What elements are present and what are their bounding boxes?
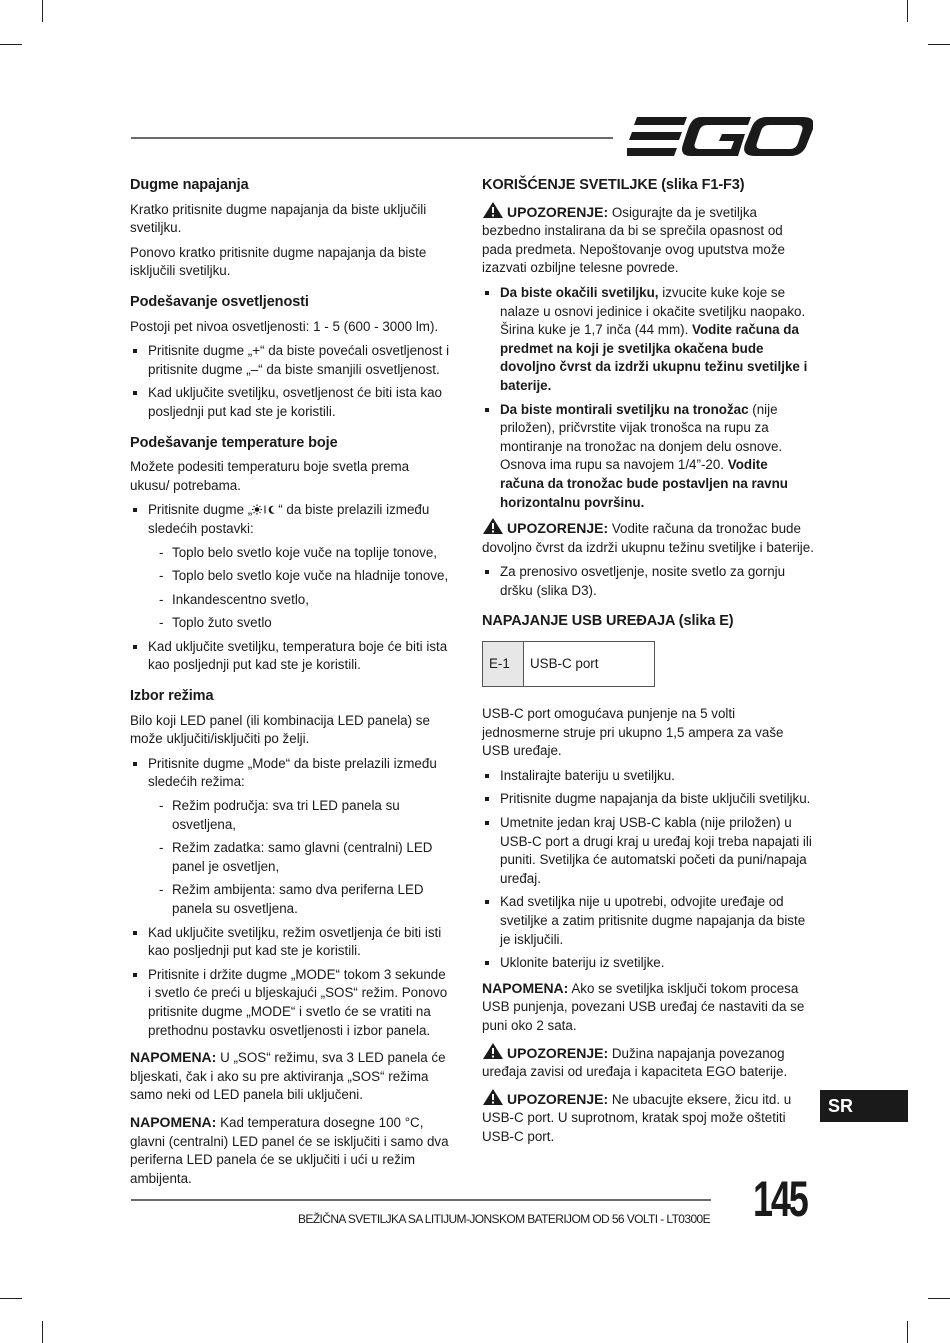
dash-item <box>130 614 450 633</box>
warning-text: Osigurajte da je svetiljka bezbedno instalirana da bi se sprečila opasnost od pada predmeta. Nepoštovanje ovog uputstva može izazvati ozbiljne telesne povrede. <box>482 204 785 276</box>
paragraph: Kratko pritisnite dugme napajanja da biste uključili svetiljku. <box>130 201 427 236</box>
section-title-usb: NAPAJANJE USB UREĐAJA (slika E) <box>482 613 734 630</box>
warning <box>482 517 814 557</box>
bullet-bold-text: Vodite računa da predmet na koji je svetiljka okačena bude dovoljno čvrst da izdrži ukupnu težinu svetiljke i baterije. <box>500 322 808 393</box>
warning <box>482 1088 814 1147</box>
dash-item <box>130 591 450 610</box>
dash-text: Toplo belo svetlo koje vuče na hladnije tonove, <box>172 568 449 584</box>
bullet-item: Kad svetiljka nije u upotrebi, odvojite uređaje od svetiljke a zatim pritisnite dugme napajanja da biste je isključili. <box>482 893 814 949</box>
dash-text: Toplo belo svetlo koje vuče na toplije tonove, <box>172 544 438 560</box>
section-title-power-button: Dugme napajanja <box>130 177 249 193</box>
paragraph: Ponovo kratko pritisnite dugme napajanja da biste isključili svetiljku. <box>130 244 427 279</box>
page-number: 145 <box>753 1171 807 1227</box>
usb-table <box>482 641 655 687</box>
dash-marker: - <box>159 798 164 814</box>
bullet-item: Pritisnite dugme „+“ da biste povećali osvetljenost i pritisnite dugme „–“ da biste smanjili osvetljenost. <box>130 342 450 379</box>
language-tab: SR <box>820 1090 908 1122</box>
bullet-text: “ da biste prelazili između sledećih postavki: <box>148 502 430 536</box>
warning <box>482 1042 814 1082</box>
table-cell-key: E-1 <box>483 642 524 687</box>
crop-mark <box>907 1321 908 1343</box>
warning-icon <box>482 517 504 535</box>
paragraph: USB-C port omogućava punjenje na 5 volti jednosmerne struje pri ukupno 1,5 ampera za vaše USB uređaje. <box>482 706 784 759</box>
color-temperature-icon <box>252 504 278 515</box>
warning-icon <box>482 201 504 219</box>
table-cell-value: USB-C port <box>524 642 655 687</box>
bullet-item: Kad uključite svetiljku, osvetljenost će biti ista kao posljednji put kad ste je koristili. <box>130 384 450 421</box>
bullet-item: Pritisnite i držite dugme „MODE“ tokom 3 sekunde i svetlo će preći u bljeskajući „SOS“ režim. Ponovo pritisnite dugme „MODE“ i svetlo će se vratiti na prethodnu postavku osvetljenosti i izbor panela. <box>130 966 450 1040</box>
section-title-brightness: Podešavanje osvetljenosti <box>130 293 309 310</box>
note-text: U „SOS“ režimu, sva 3 LED panela će bljeskati, čak i ako su pre aktiviranja „SOS“ režima samo neki od LED panela bili uključeni. <box>130 1050 446 1103</box>
dash-marker: - <box>159 615 164 631</box>
bullet-item: Uklonite bateriju iz svetiljke. <box>482 954 814 973</box>
bullet-text: (nije priložen), pričvrstite vijak tronošca na rupu za montiranje na tronožac na donjem delu osnove. Osnova ima rupu sa navojem 1/4”-20. <box>500 401 783 473</box>
note-label: NAPOMENA: <box>130 1113 217 1130</box>
bullet-item <box>482 401 814 513</box>
bullet-bold-text: Vodite računa da tronožac bude postavljen na ravnu horizontalnu površinu. <box>500 457 788 510</box>
dash-marker: - <box>159 591 164 607</box>
dash-item <box>130 881 450 918</box>
note <box>482 979 814 1036</box>
dash-item <box>130 839 450 876</box>
crop-mark <box>42 1321 43 1343</box>
warning-text: Vodite računa da tronožac bude dovoljno čvrst da izdrži ukupnu težinu svetiljke i baterije. <box>482 521 814 555</box>
dash-item <box>130 797 450 834</box>
dash-marker: - <box>159 840 164 856</box>
paragraph: Možete podesiti temperaturu boje svetla prema ukusu/ potrebama. <box>130 459 410 493</box>
warning <box>482 201 814 278</box>
note-text: Ako se svetiljka isključi tokom procesa USB punjenja, povezani USB uređaj će nastaviti da se puni oko 2 sata. <box>482 980 805 1033</box>
ego-logo <box>627 116 813 158</box>
bullet-item: Instalirajte bateriju u svetiljku. <box>482 767 814 786</box>
dash-text: Toplo žuto svetlo <box>172 615 272 631</box>
warning-icon <box>482 1042 504 1060</box>
warning-label: UPOZORENJE: <box>507 520 609 537</box>
warning-label: UPOZORENJE: <box>507 1044 609 1061</box>
bullet-item: Kad uključite svetiljku, temperatura boje će biti ista kao posljednji put kad ste je koristili. <box>130 638 450 675</box>
bullet-bold-text: Da biste montirali svetiljku na tronožac <box>500 401 749 417</box>
bullet-text: izvucite kuke koje se nalaze u osnovi jedinice i okačite svetiljku naopako. Širina kuke je 1,7 inča (44 mm). <box>500 284 806 338</box>
note-label: NAPOMENA: <box>130 1049 217 1066</box>
dash-item <box>130 544 450 563</box>
warning-text: Ne ubacujte eksere, žicu itd. u USB-C port. U suprotnom, kratak spoj može oštetiti USB-C port. <box>482 1091 792 1144</box>
bullet-text: Pritisnite dugme „ <box>148 502 253 518</box>
section-title-color-temperature: Podešavanje temperature boje <box>130 434 338 451</box>
left-column <box>130 176 450 1194</box>
paragraph: Postoji pet nivoa osvetljenosti: 1 - 5 (600 - 3000 lm). <box>130 318 439 334</box>
dash-marker: - <box>159 568 164 584</box>
header-rule <box>131 137 613 139</box>
bullet-item: Umetnite jedan kraj USB-C kabla (nije priložen) u USB-C port a drugi kraj u uređaj koji treba napajati ili puniti. Svetiljka će automatski početi da puni/napaja uređaj. <box>482 814 814 888</box>
dash-text: Režim područja: sva tri LED panela su osvetljena, <box>172 798 400 832</box>
note-label: NAPOMENA: <box>482 979 569 996</box>
dash-text: Režim ambijenta: samo dva periferna LED panela su osvetljena. <box>172 882 424 916</box>
bullet-bold-text: Da biste okačili svetiljku, <box>500 284 659 300</box>
warning-icon <box>482 1088 504 1106</box>
crop-mark <box>0 44 22 45</box>
bullet-item: Za prenosivo osvetljenje, nosite svetlo za gornju dršku (slika D3). <box>482 563 814 600</box>
table-row <box>483 642 655 687</box>
bullet-item <box>130 501 450 538</box>
crop-mark <box>42 0 43 22</box>
warning-text: Dužina napajanja povezanog uređaja zavisi od uređaja i kapaciteta EGO baterije. <box>482 1045 788 1080</box>
crop-mark <box>907 0 908 22</box>
note <box>130 1048 450 1105</box>
dash-text: Inkandescentno svetlo, <box>172 591 309 607</box>
right-column <box>482 176 814 1153</box>
dash-marker: - <box>159 544 164 560</box>
bullet-item <box>482 284 814 396</box>
note <box>130 1113 450 1188</box>
crop-mark <box>928 1298 950 1299</box>
footer-rule <box>131 1199 711 1201</box>
section-title-mode: Izbor režima <box>130 688 214 705</box>
crop-mark <box>0 1298 22 1299</box>
bullet-item: Pritisnite dugme napajanja da biste uključili svetiljku. <box>482 790 814 809</box>
section-title-usage: KORIŠĆENJE SVETILJKE (slika F1-F3) <box>482 177 745 193</box>
dash-text: Režim zadatka: samo glavni (centralni) LED panel je osvetljen, <box>172 840 433 874</box>
bullet-item: Pritisnite dugme „Mode“ da biste prelazili između sledećih režima: <box>130 755 450 792</box>
paragraph: Bilo koji LED panel (ili kombinacija LED panela) se može uključiti/isključiti po želji. <box>130 712 430 747</box>
footer-text: BEŽIČNA SVETILJKA SA LITIJUM-JONSKOM BATERIJOM OD 56 VOLTI - LT0300E <box>298 1212 710 1226</box>
warning-label: UPOZORENJE: <box>507 1090 609 1107</box>
bullet-item: Kad uključite svetiljku, režim osvetljenja će biti isti kao posljednji put kad ste je koristili. <box>130 924 450 961</box>
dash-marker: - <box>159 882 164 898</box>
crop-mark <box>928 44 950 45</box>
dash-item <box>130 567 450 586</box>
warning-label: UPOZORENJE: <box>507 203 609 220</box>
note-text: Kad temperatura dosegne 100 °C, glavni (centralni) LED panel će se isključiti i samo dva periferna LED panela će se uključiti i ući u režim ambijenta. <box>130 1114 449 1186</box>
